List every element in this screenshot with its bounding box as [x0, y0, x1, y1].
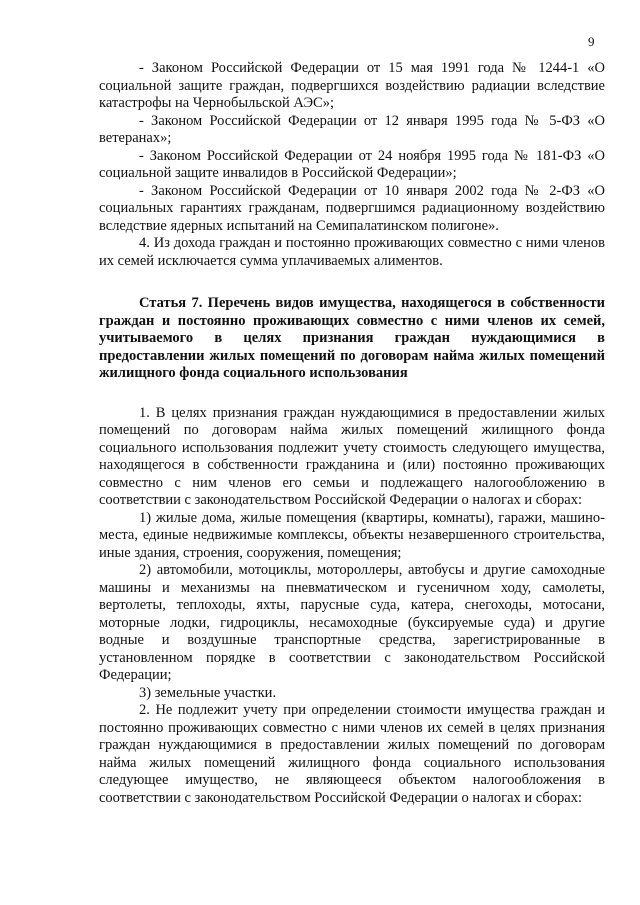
document-body	[99, 60, 605, 807]
law-reference-item: - Законом Российской Федерации от 10 января 2002 года № 2-ФЗ «О социальных гарантиях гражданам, подвергшимся радиационному воздействию вследствие ядерных испытаний на Семипалатинском полигоне».	[99, 182, 605, 234]
article-paragraph-1: 1. В целях признания граждан нуждающимися в предоставлении жилых помещений по договорам найма жилых помещений жилищного фонда социального использования подлежит учету стоимость следующего имущества, находящегося в собственности гражданина и (или) постоянно проживающих совместно с ним членов его семьи и подлежащего налогообложению в соответствии с законодательством Российской Федерации о налогах и сборах:	[99, 404, 605, 508]
article-paragraph-2: 2. Не подлежит учету при определении стоимости имущества граждан и постоянно проживающих совместно с ними членов их семей в целях признания граждан нуждающимися в предоставлении жилых помещений по договорам найма жилых помещений жилищного фонда социального использования следующее имущество, не являющееся объектом налогообложения в соответствии с законодательством Российской Федерации о налогах и сборах:	[99, 702, 605, 806]
article-subitem-1: 1) жилые дома, жилые помещения (квартиры, комнаты), гаражи, машино-места, единые недвижимые комплексы, объекты незавершенного строительства, иные здания, строения, сооружения, помещения;	[99, 509, 605, 561]
law-reference-item: - Законом Российской Федерации от 12 января 1995 года № 5-ФЗ «О ветеранах»;	[99, 112, 605, 146]
law-reference-item: - Законом Российской Федерации от 15 мая 1991 года № 1244-1 «О социальной защите граждан, подвергшихся воздействию радиации вследствие катастрофы на Чернобыльской АЭС»;	[99, 60, 605, 111]
page-number: 9	[588, 34, 595, 49]
paragraph-4: 4. Из дохода граждан и постоянно проживающих совместно с ними членов их семей исключается сумма уплачиваемых алиментов.	[99, 235, 605, 269]
law-reference-item: - Законом Российской Федерации от 24 ноября 1995 года № 181-ФЗ «О социальной защите инвалидов в Российской Федерации»;	[99, 147, 605, 181]
article-subitem-3: 3) земельные участки.	[139, 684, 277, 701]
article-subitem-2: 2) автомобили, мотоциклы, мотороллеры, автобусы и другие самоходные машины и механизмы на пневматическом и гусеничном ходу, самолеты, вертолеты, теплоходы, яхты, парусные суда, катера, снегоходы, мотосани, моторные лодки, гидроциклы, несамоходные (буксируемые суда) и другие водные и воздушные транспортные средства, зарегистрированные в установленном порядке в соответствии с законодательством Российской Федерации;	[99, 562, 605, 683]
article-7-heading: Статья 7. Перечень видов имущества, находящегося в собственности граждан и постоянно проживающих совместно с ними членов их семей, учитываемого в целях признания граждан нуждающимися в предоставлении жилых помещений по договорам найма жилых помещений жилищного фонда социального использования	[99, 295, 605, 381]
